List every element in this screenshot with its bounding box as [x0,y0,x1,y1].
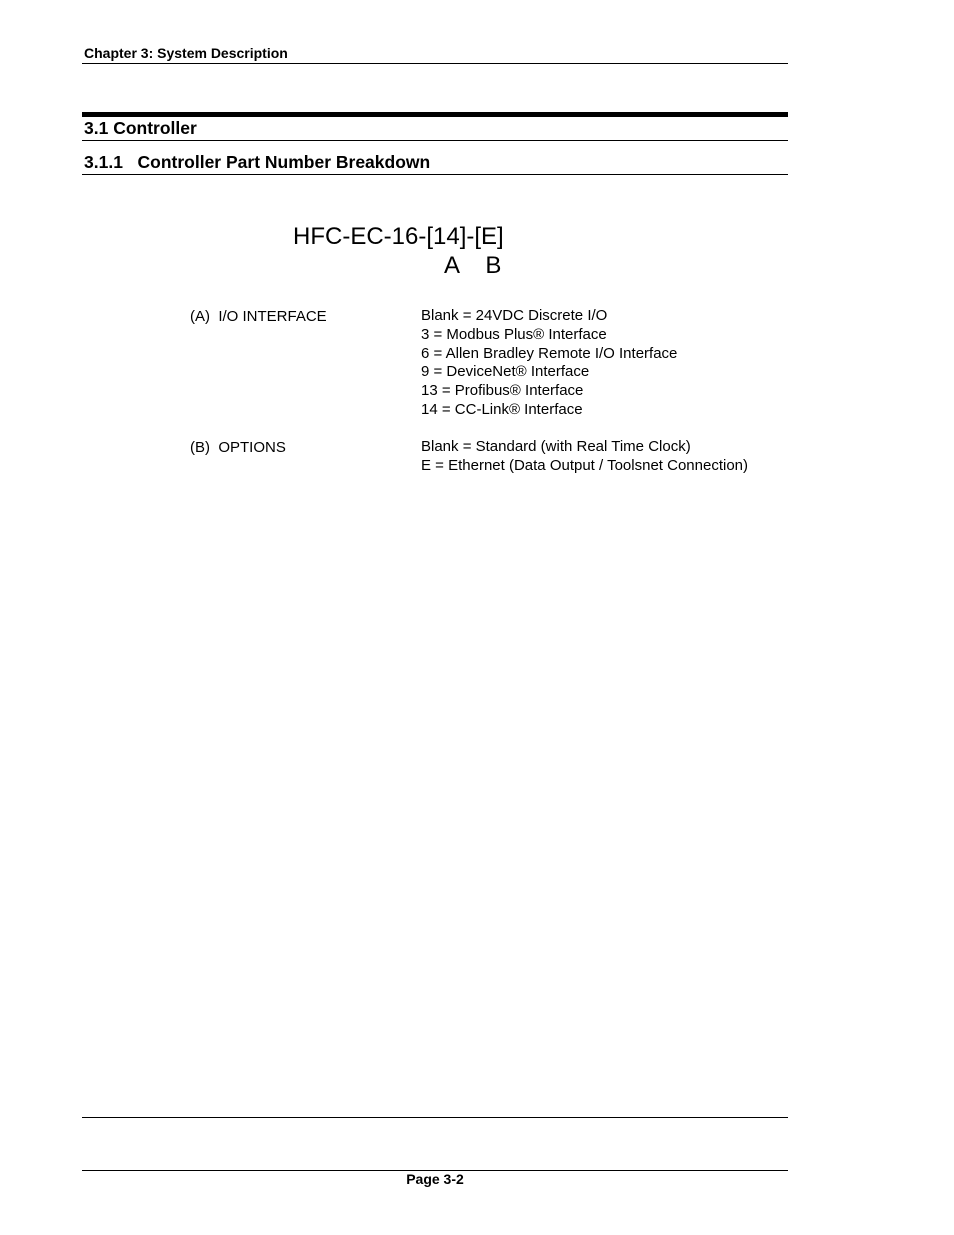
list-item: 14 = CC-Link® Interface [421,400,583,418]
footer-rule-top [82,1117,788,1118]
list-item: 6 = Allen Bradley Remote I/O Interface [421,344,678,362]
list-item: E = Ethernet (Data Output / Toolsnet Connection) [421,456,748,474]
list-item: 3 = Modbus Plus® Interface [421,325,607,343]
subsection-rule [82,174,788,175]
definition-values-options [421,438,748,476]
part-number-code: HFC-EC-16-[14]-[E] [293,223,504,250]
list-item: 9 = DeviceNet® Interface [421,363,590,381]
section-title: 3.1 Controller [84,118,197,138]
definition-values-io-interface [421,307,677,420]
header-rule [82,63,788,64]
page-number: Page 3-2 [406,1171,464,1187]
definition-label-options: (B) OPTIONS [190,439,286,456]
section-rule [82,140,788,141]
subsection-title: 3.1.1 Controller Part Number Breakdown [84,152,431,172]
running-header: Chapter 3: System Description [84,45,288,61]
list-item: 13 = Profibus® Interface [421,382,584,400]
section-thick-rule [82,112,788,117]
definition-label-io-interface: (A) I/O INTERFACE [190,308,327,325]
part-number-field-letters: A B [444,252,502,279]
list-item: Blank = 24VDC Discrete I/O [421,307,608,324]
list-item: Blank = Standard (with Real Time Clock) [421,438,691,455]
